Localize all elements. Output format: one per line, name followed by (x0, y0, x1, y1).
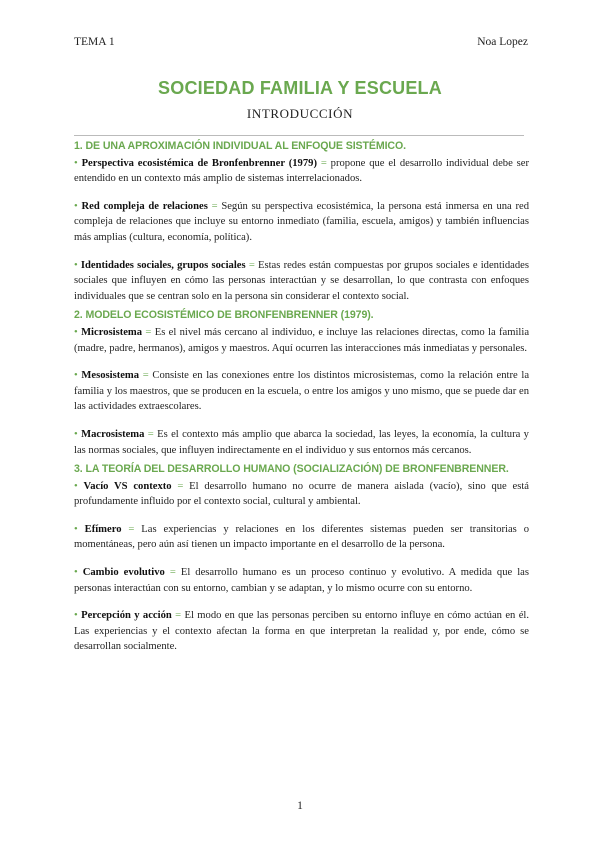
title-divider (74, 135, 524, 136)
list-item (74, 427, 529, 458)
item-separator: = (175, 610, 182, 622)
item-text: Las experiencias y relaciones en los diferentes sistemas pueden ser transitorias o momentáneas, pero aún así tienen un impacto importante en el desarrollo de la persona. (74, 523, 529, 551)
item-separator: = (147, 428, 154, 440)
item-separator: = (169, 567, 176, 579)
item-text: Estas redes están compuestas por grupos sociales e identidades sociales que influyen en cómo las personas interactúan y se desarrollan, lo que contrasta con enfoques individuales que se centran solo en la persona sin considerar el contexto social. (74, 259, 529, 302)
item-separator: = (211, 200, 218, 212)
item-term: Red compleja de relaciones (81, 200, 208, 212)
item-term: Macrosistema (81, 428, 145, 440)
section-3 (74, 462, 529, 655)
list-item (74, 565, 529, 596)
bullet-icon: • (74, 610, 78, 622)
bullet-icon: • (74, 259, 78, 271)
section-1 (74, 139, 529, 304)
item-text: El desarrollo humano no ocurre de manera aislada (vacío), sino que está profundamente influido por el contexto social, cultural y ambiental. (74, 480, 530, 508)
page-number: 1 (297, 800, 303, 812)
bullet-icon: • (74, 370, 78, 382)
item-text: Según su perspectiva ecosistémica, la persona está inmersa en una red compleja de relaciones que incluye su entorno inmediato (familia, escuela, amigos) y también influencias más amplias (cultura, economía, política). (74, 200, 530, 243)
header-author: Noa Lopez (477, 36, 528, 48)
item-term: Percepción y acción (81, 610, 172, 622)
list-item (74, 608, 529, 655)
document-subtitle: INTRODUCCIÓN (246, 106, 354, 121)
item-term: Cambio evolutivo (82, 567, 165, 579)
document-title: SOCIEDAD FAMILIA Y ESCUELA (158, 78, 442, 98)
item-term: Efímero (84, 523, 122, 535)
item-term: Vacío VS contexto (83, 480, 172, 492)
item-term: Perspectiva ecosistémica de Bronfenbrenner (1979) (81, 157, 317, 169)
list-item (74, 325, 529, 356)
bullet-icon: • (74, 523, 78, 535)
document-body (74, 139, 529, 659)
bullet-icon: • (74, 200, 78, 212)
list-item (74, 522, 529, 553)
bullet-icon: • (74, 428, 78, 440)
bullet-icon: • (74, 326, 78, 338)
list-item (74, 258, 529, 305)
list-item (74, 479, 529, 510)
item-text: Es el contexto más amplio que abarca la sociedad, las leyes, la economía, la cultura y las normas sociales, que influyen indirectamente en el individuo y sus entornos más cercanos. (74, 428, 529, 456)
item-text: Consiste en las conexiones entre los distintos microsistemas, como la relación entre la familia y los maestros, que se producen en la escuela, o entre los amigos y uno mismo, que se puede dar en las actividades extraescolares. (74, 370, 530, 413)
item-separator: = (128, 523, 135, 535)
item-text: Es el nivel más cercano al individuo, e incluye las relaciones directas, como la familia (madre, padre, hermanos), amigos y maestros. Aquí ocurren las interacciones más inmediatas y personales. (74, 326, 530, 354)
item-text: El desarrollo humano es un proceso continuo y evolutivo. A medida que las personas interactúan con su entorno, cambian y se adaptan, y lo mismo ocurre con su entorno. (74, 567, 529, 594)
item-term: Microsistema (81, 326, 143, 338)
item-term: Mesosistema (81, 370, 140, 382)
list-item (74, 368, 529, 415)
bullet-icon: • (74, 567, 78, 579)
item-separator: = (177, 480, 184, 492)
item-separator: = (248, 259, 255, 271)
bullet-icon: • (74, 480, 78, 492)
list-item (74, 199, 529, 246)
page-header (74, 36, 528, 48)
item-separator: = (320, 157, 327, 169)
section-2 (74, 308, 529, 458)
item-term: Identidades sociales, grupos sociales (80, 259, 246, 271)
item-text: propone que el desarrollo individual debe ser entendido en un contexto más amplio de sistemas interrelacionados. (74, 157, 529, 185)
section-heading: 1. DE UNA APROXIMACIÓN INDIVIDUAL AL ENFOQUE SISTÉMICO. (74, 140, 406, 152)
item-separator: = (145, 326, 152, 338)
list-item (74, 156, 529, 187)
bullet-icon: • (74, 157, 78, 169)
item-separator: = (142, 370, 149, 382)
section-heading: 3. LA TEORÍA DEL DESARROLLO HUMANO (SOCIALIZACIÓN) DE BRONFENBRENNER. (74, 463, 509, 476)
item-text: El modo en que las personas perciben su entorno influye en cómo actúan en él. Las experiencias y el contexto afectan la forma en que interpretan la realidad y, por ende, cómo se desarrollan socialmente. (74, 610, 529, 653)
header-topic: TEMA 1 (74, 36, 115, 48)
section-heading: 2. MODELO ECOSISTÉMICO DE BRONFENBRENNER (1979). (74, 309, 374, 322)
